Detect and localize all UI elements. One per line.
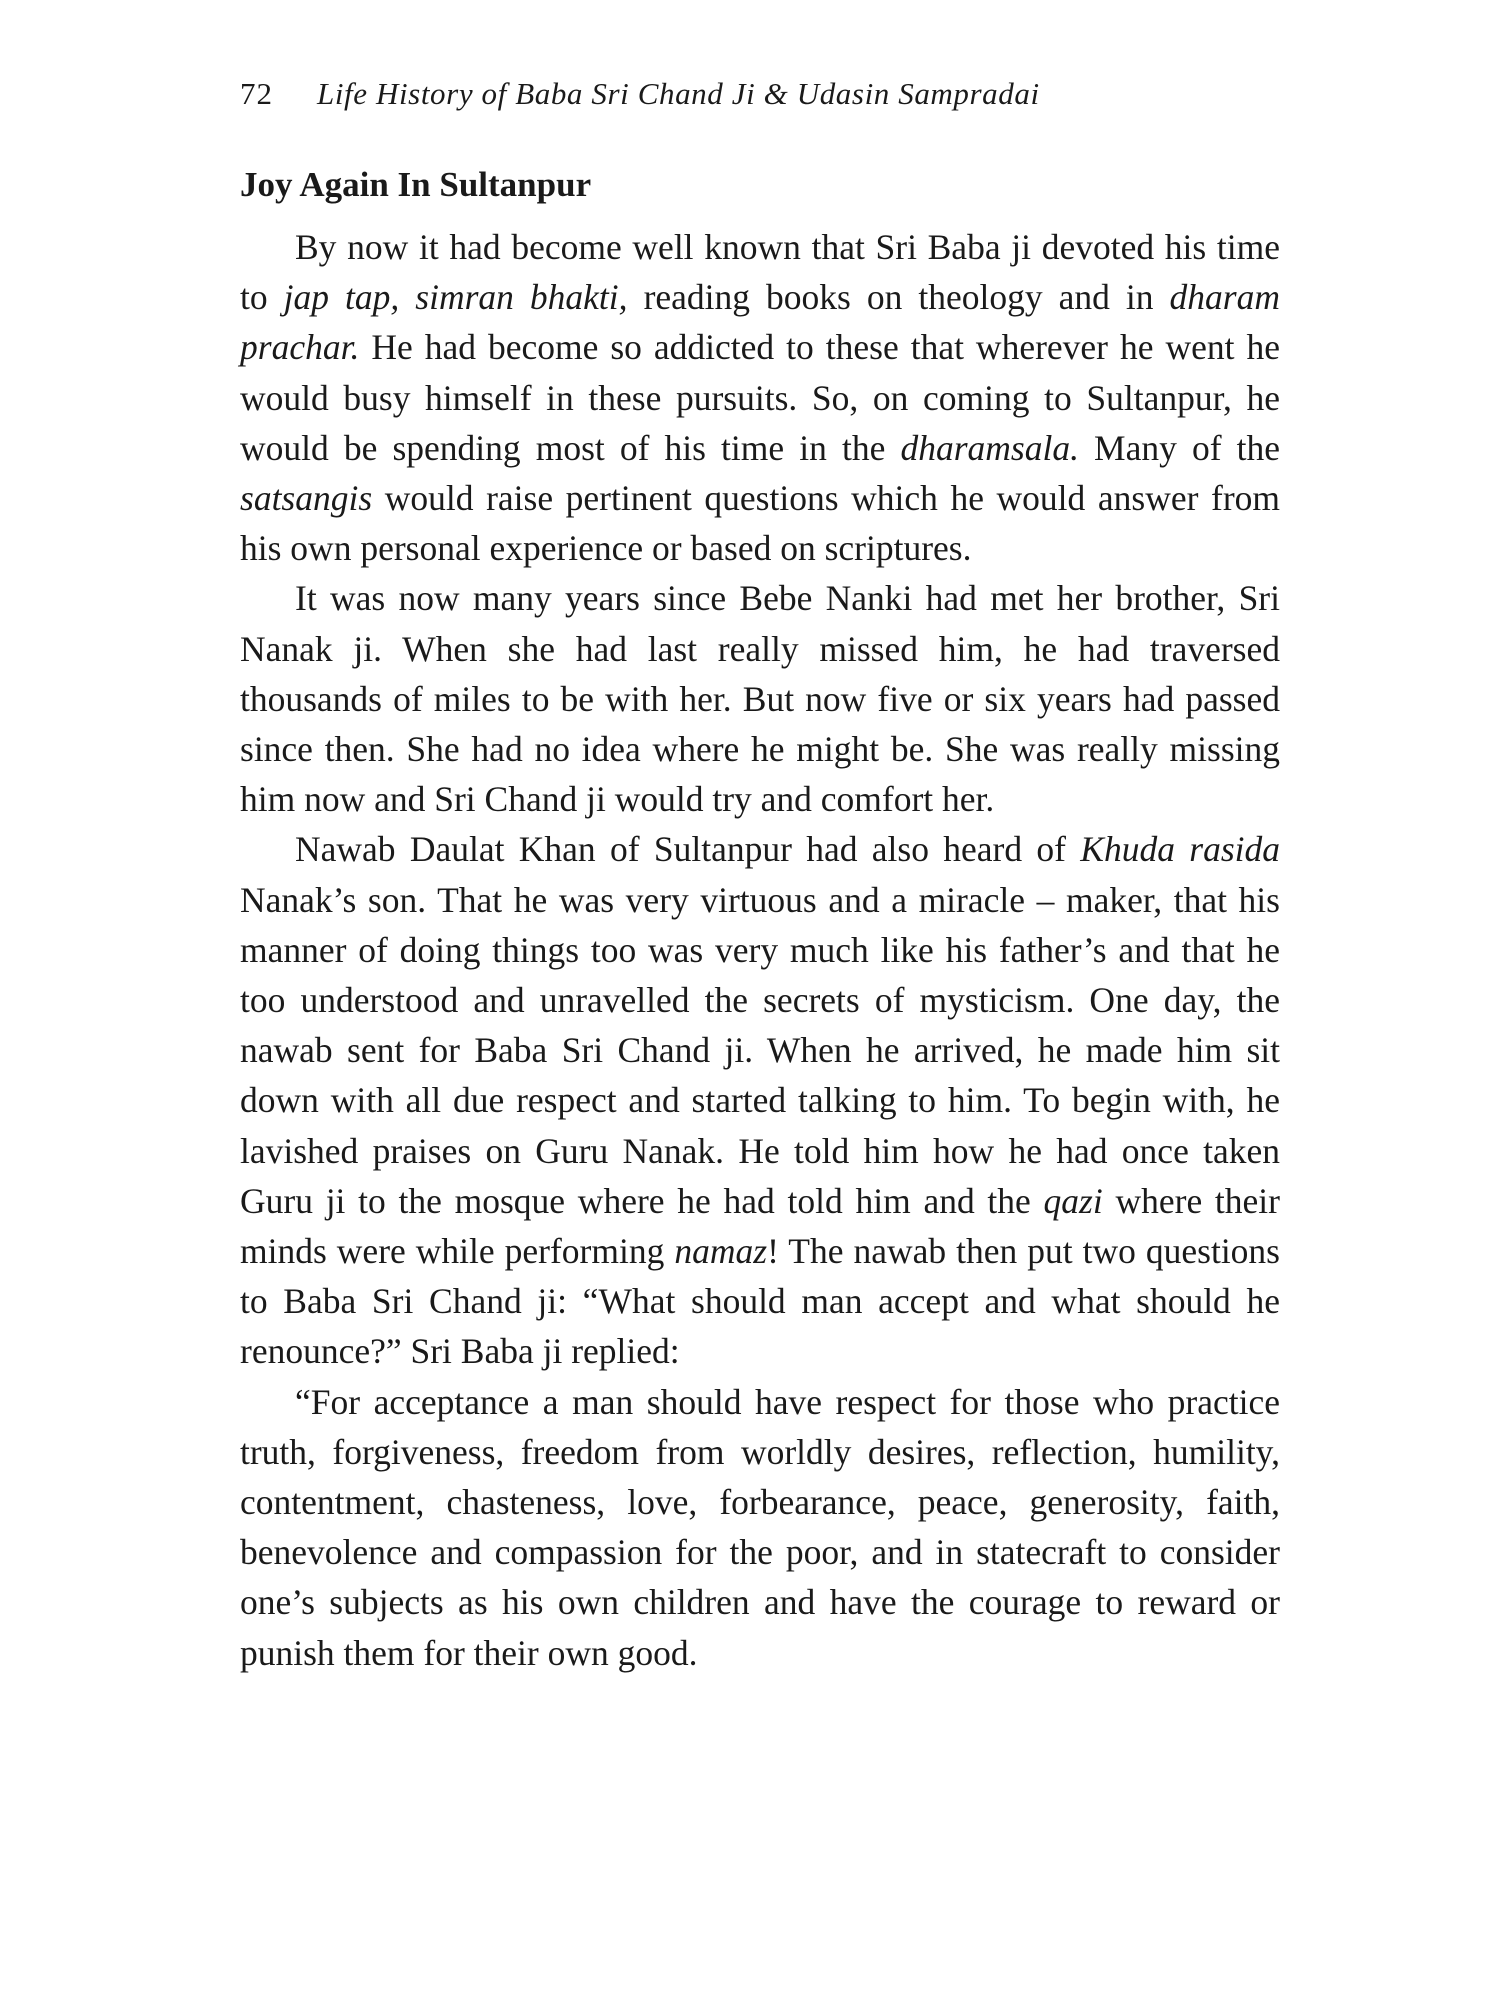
text-run: Many of the (1078, 427, 1281, 468)
italic-term: satsangis (240, 478, 373, 519)
italic-term: qazi (1043, 1180, 1103, 1221)
body-text (240, 222, 1280, 1678)
italic-term: namaz (674, 1231, 768, 1272)
running-head (240, 70, 1280, 118)
text-run: where their minds were while performing (240, 1180, 1280, 1272)
section-heading: Joy Again In Sultanpur (240, 165, 592, 204)
text-run: ! The nawab then put two questions to Baba Sri Chand ji: “What should man accept and what should he renounce?” Sri Baba ji replied: (240, 1231, 1280, 1372)
text-run: “For acceptance a man should have respect for those who practice truth, forgiveness, freedom from worldly desires, reflection, humility, contentment, chasteness, love, forbearance, peace, generosity, faith, benevolence and compassion for the poor, and in statecraft to consider one’s subjects as his own children and have the courage to reward or punish them for their own good. (240, 1381, 1280, 1673)
text-run: reading books on theology and in (627, 277, 1170, 318)
text-run: would raise pertinent questions which he would answer from his own personal experience or based on scriptures. (240, 478, 1280, 569)
paragraph (240, 573, 1280, 824)
text-run: It was now many years since Bebe Nanki had met her brother, Sri Nanak ji. When she had last really missed him, he had traversed thousands of miles to be with her. But now five or six years had passed since then. She had no idea where he might be. She was really missing him now and Sri Chand ji would try and comfort her. (240, 578, 1280, 820)
text-run: Nawab Daulat Khan of Sultanpur had also heard of (295, 829, 1081, 870)
page-number: 72 (240, 76, 273, 111)
text-run: He had become so addicted to these that wherever he went he would busy himself in these pursuits. So, on coming to Sultanpur, he would be spending most of his time in the (240, 327, 1280, 468)
book-title: Life History of Baba Sri Chand Ji & Udasin Sampradai (317, 76, 1040, 111)
text-run: Nanak’s son. That he was very virtuous and a miracle – maker, that his manner of doing things too was very much like his father’s and that he too understood and unravelled the secrets of mysticism. One day, the nawab sent for Baba Sri Chand ji. When he arrived, he made him sit down with all due respect and started talking to him. To begin with, he lavished praises on Guru Nanak. He told him how he had once taken Guru ji to the mosque where he had told him and the (240, 879, 1280, 1221)
text-run: By now it had become well known that Sri Baba ji devoted his time to (240, 227, 1280, 318)
italic-term: Khuda rasida (1080, 829, 1281, 870)
italic-term: dharam prachar. (240, 277, 1280, 368)
paragraph (240, 1377, 1280, 1678)
italic-term: jap tap, simran bhakti, (283, 277, 628, 318)
paragraph (240, 824, 1280, 1376)
paragraph (240, 222, 1280, 573)
italic-term: dharamsala. (900, 427, 1079, 468)
